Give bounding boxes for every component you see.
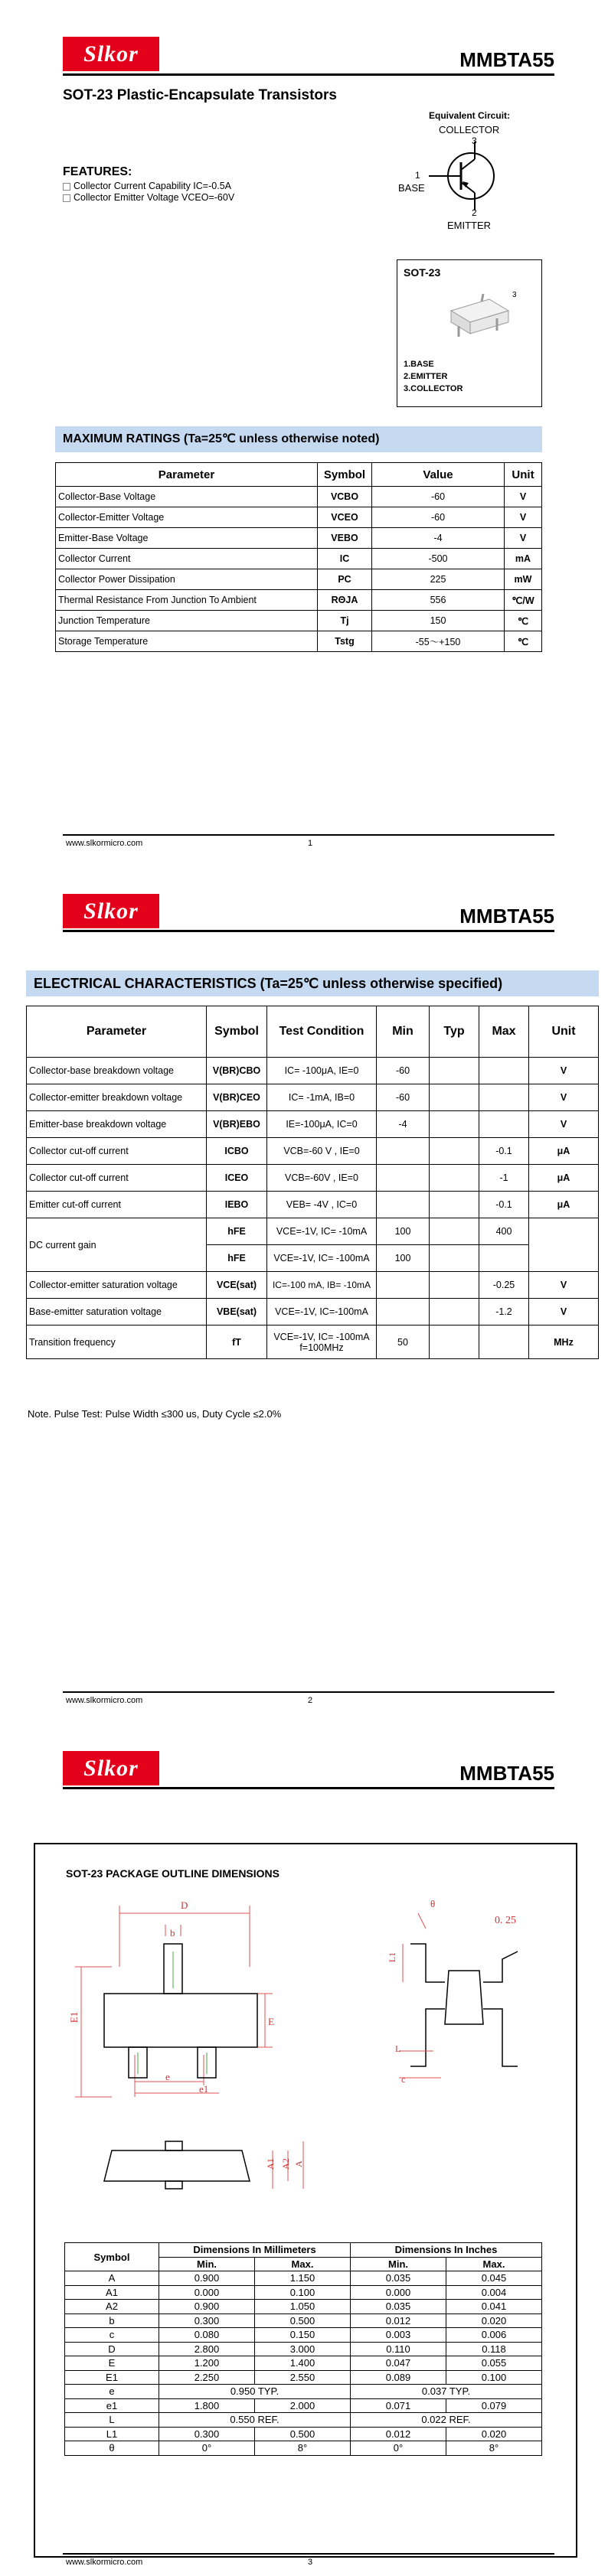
max-cell <box>479 1325 529 1359</box>
symbol-cell: Tj <box>318 611 372 631</box>
table-row: D 2.800 3.000 0.110 0.118 <box>65 2342 542 2356</box>
condition-cell: VEB= -4V , IC=0 <box>267 1192 377 1218</box>
table-row: L1 0.300 0.500 0.012 0.020 <box>65 2427 542 2441</box>
table-row <box>27 1192 599 1218</box>
symbol-cell: RΘJA <box>318 590 372 611</box>
symbol-cell: Tstg <box>318 631 372 652</box>
column-header: Typ <box>430 1006 479 1058</box>
table-row: E 1.200 1.400 0.047 0.055 <box>65 2356 542 2371</box>
dim-label-e: e <box>165 2071 170 2082</box>
page-subtitle: SOT-23 Plastic-Encapsulate Transistors <box>63 87 337 103</box>
param-cell: Junction Temperature <box>56 611 318 631</box>
column-header: Symbol <box>65 2243 159 2271</box>
table-row <box>27 1218 599 1245</box>
column-header: Unit <box>505 463 542 487</box>
column-header: Symbol <box>318 463 372 487</box>
column-header: Dimensions In Millimeters <box>159 2243 351 2258</box>
column-header: Min. <box>351 2257 446 2271</box>
dim-label-L: L <box>395 2043 401 2054</box>
column-header: Parameter <box>27 1006 207 1058</box>
footer-url[interactable]: www.slkormicro.com <box>66 1696 143 1705</box>
table-row <box>56 569 542 590</box>
typ-cell <box>430 1111 479 1138</box>
unit-cell: mW <box>505 569 542 590</box>
unit-cell: μA <box>529 1138 599 1165</box>
dim-label-E: E <box>268 2016 274 2027</box>
side-view-drawing <box>395 1898 533 2112</box>
top-view-drawing <box>66 1890 387 2112</box>
param-cell: Thermal Resistance From Junction To Ambient <box>56 590 318 611</box>
page-number: 3 <box>308 2558 313 2567</box>
table-row: A 0.900 1.150 0.035 0.045 <box>65 2271 542 2286</box>
front-view-drawing <box>96 2128 342 2196</box>
base-pin: 1 <box>415 170 420 181</box>
table-row: b 0.300 0.500 0.012 0.020 <box>65 2314 542 2328</box>
table-row <box>56 487 542 507</box>
collector-pin: 3 <box>472 135 477 146</box>
param-cell: Storage Temperature <box>56 631 318 652</box>
collector-label: COLLECTOR <box>439 124 500 135</box>
dim-label-e1: e1 <box>199 2083 209 2095</box>
column-header: Parameter <box>56 463 318 487</box>
symbol-cell: PC <box>318 569 372 590</box>
symbol-cell: VCE(sat) <box>207 1272 267 1299</box>
value-cell: 225 <box>372 569 505 590</box>
max-cell <box>479 1058 529 1084</box>
emitter-label: EMITTER <box>447 220 492 231</box>
unit-cell: V <box>529 1084 599 1111</box>
symbol-cell: VBE(sat) <box>207 1299 267 1325</box>
max-ratings-table <box>55 462 542 652</box>
min-cell <box>377 1299 430 1325</box>
unit-cell: MHz <box>529 1325 599 1359</box>
unit-cell: V <box>505 528 542 549</box>
table-row <box>27 1084 599 1111</box>
package-box <box>397 259 542 407</box>
param-cell: Collector cut-off current <box>27 1138 207 1165</box>
column-header: Dimensions In Inches <box>351 2243 542 2258</box>
page-number: 1 <box>308 839 313 848</box>
value-cell: -4 <box>372 528 505 549</box>
pin-base: 1.BASE <box>404 360 434 369</box>
param-cell: Emitter-Base Voltage <box>56 528 318 549</box>
max-cell: -1.2 <box>479 1299 529 1325</box>
column-header: Max. <box>446 2257 542 2271</box>
package-pin-label: 3 <box>512 291 517 299</box>
param-cell: Collector-base breakdown voltage <box>27 1058 207 1084</box>
package-title: SOT-23 <box>404 266 441 279</box>
value-cell: -60 <box>372 487 505 507</box>
table-row <box>27 1058 599 1084</box>
dim-label-c: c <box>401 2074 406 2085</box>
electrical-characteristics-table <box>26 1006 599 1359</box>
table-row <box>27 1299 599 1325</box>
symbol-cell: ICBO <box>207 1138 267 1165</box>
max-cell: -0.1 <box>479 1138 529 1165</box>
footer-rule <box>63 1691 554 1693</box>
table-row <box>56 590 542 611</box>
feature-item: Collector Current Capability IC=-0.5A <box>63 181 234 192</box>
min-cell: -60 <box>377 1058 430 1084</box>
condition-cell: VCB=-60 V , IE=0 <box>267 1138 377 1165</box>
dim-label-theta: θ <box>430 1898 436 1909</box>
typ-cell <box>430 1084 479 1111</box>
param-cell: Transition frequency <box>27 1325 207 1359</box>
min-cell <box>377 1138 430 1165</box>
column-header: Unit <box>529 1006 599 1058</box>
value-cell: -55～+150 <box>372 631 505 652</box>
table-row <box>56 528 542 549</box>
column-header: Value <box>372 463 505 487</box>
part-number-title: MMBTA55 <box>459 905 554 928</box>
condition-cell: VCE=-1V, IC=-100mA <box>267 1299 377 1325</box>
page-number: 2 <box>308 1696 313 1705</box>
dim-label-E1: E1 <box>68 2011 80 2023</box>
table-row: e1 1.800 2.000 0.071 0.079 <box>65 2398 542 2413</box>
table-row: L 0.550 REF. 0.022 REF. <box>65 2413 542 2428</box>
dim-label-A1: A1 <box>264 2158 276 2170</box>
max-cell: 400 <box>479 1218 529 1245</box>
column-header: Max. <box>255 2257 351 2271</box>
min-cell: 50 <box>377 1325 430 1359</box>
header-rule <box>63 930 554 932</box>
header-rule <box>63 1787 554 1789</box>
condition-cell: VCE=-1V, IC= -100mA <box>267 1245 377 1272</box>
table-row <box>27 1111 599 1138</box>
outline-title: SOT-23 PACKAGE OUTLINE DIMENSIONS <box>66 1867 279 1880</box>
unit-cell: V <box>505 487 542 507</box>
table-row: e 0.950 TYP. 0.037 TYP. <box>65 2385 542 2399</box>
unit-cell: V <box>529 1058 599 1084</box>
electrical-characteristics-title: ELECTRICAL CHARACTERISTICS (Ta=25℃ unless otherwise specified) <box>26 970 599 996</box>
symbol-cell: VEBO <box>318 528 372 549</box>
param-cell: Emitter-base breakdown voltage <box>27 1111 207 1138</box>
slkor-logo: Slkor <box>63 37 159 71</box>
dim-label-A2: A2 <box>279 2158 291 2170</box>
sot23-package-icon <box>436 288 520 341</box>
condition-cell: VCE=-1V, IC= -100mA f=100MHz <box>267 1325 377 1359</box>
min-cell <box>377 1192 430 1218</box>
typ-cell <box>430 1299 479 1325</box>
pin-emitter: 2.EMITTER <box>404 372 448 381</box>
min-cell: -60 <box>377 1084 430 1111</box>
dim-label-D: D <box>181 1899 188 1911</box>
param-cell: Collector Current <box>56 549 318 569</box>
unit-cell: ℃/W <box>505 590 542 611</box>
base-label: BASE <box>398 182 425 194</box>
table-row <box>27 1138 599 1165</box>
condition-cell: IC= -100μA, IE=0 <box>267 1058 377 1084</box>
table-row <box>56 611 542 631</box>
page-1 <box>0 0 608 859</box>
column-header: Min. <box>159 2257 255 2271</box>
table-row <box>56 507 542 528</box>
unit-cell: V <box>529 1272 599 1299</box>
max-cell: -0.25 <box>479 1272 529 1299</box>
unit-cell: ℃ <box>505 611 542 631</box>
table-row: E1 2.250 2.550 0.089 0.100 <box>65 2370 542 2385</box>
symbol-cell: VCEO <box>318 507 372 528</box>
table-row <box>27 1272 599 1299</box>
param-cell: Emitter cut-off current <box>27 1192 207 1218</box>
table-row <box>56 549 542 569</box>
typ-cell <box>430 1058 479 1084</box>
condition-cell: VCB=-60V , IE=0 <box>267 1165 377 1192</box>
min-cell: 100 <box>377 1218 430 1245</box>
typ-cell <box>430 1325 479 1359</box>
symbol-cell: hFE <box>207 1218 267 1245</box>
param-cell: Collector-Emitter Voltage <box>56 507 318 528</box>
min-cell: -4 <box>377 1111 430 1138</box>
min-cell <box>377 1165 430 1192</box>
equivalent-circuit-title: Equivalent Circuit: <box>429 110 511 121</box>
package-pin-list <box>404 358 463 395</box>
symbol-cell: V(BR)EBO <box>207 1111 267 1138</box>
symbol-cell: IEBO <box>207 1192 267 1218</box>
min-cell: 100 <box>377 1245 430 1272</box>
symbol-cell: V(BR)CBO <box>207 1058 267 1084</box>
dim-label-A: A <box>293 2160 304 2167</box>
param-cell: Collector-emitter saturation voltage <box>27 1272 207 1299</box>
column-header: Test Condition <box>267 1006 377 1058</box>
unit-cell: V <box>529 1111 599 1138</box>
table-row: A2 0.900 1.050 0.035 0.041 <box>65 2300 542 2314</box>
max-cell <box>479 1245 529 1272</box>
symbol-cell: V(BR)CEO <box>207 1084 267 1111</box>
typ-cell <box>430 1165 479 1192</box>
unit-cell: V <box>505 507 542 528</box>
param-cell: Collector Power Dissipation <box>56 569 318 590</box>
unit-cell: mA <box>505 549 542 569</box>
param-cell: DC current gain <box>27 1218 207 1272</box>
unit-cell: V <box>529 1299 599 1325</box>
value-cell: -500 <box>372 549 505 569</box>
unit-cell <box>529 1218 599 1272</box>
footer-rule <box>63 2553 554 2555</box>
value-cell: 556 <box>372 590 505 611</box>
typ-cell <box>430 1245 479 1272</box>
pulse-test-note: Note. Pulse Test: Pulse Width ≤300 us, Duty Cycle ≤2.0% <box>28 1408 282 1420</box>
table-row: A1 0.000 0.100 0.000 0.004 <box>65 2285 542 2300</box>
table-header-row <box>56 463 542 487</box>
table-row <box>56 631 542 652</box>
param-cell: Collector cut-off current <box>27 1165 207 1192</box>
param-cell: Base-emitter saturation voltage <box>27 1299 207 1325</box>
features-title: FEATURES: <box>63 165 132 178</box>
condition-cell: IC= -1mA, IB=0 <box>267 1084 377 1111</box>
max-cell: -1 <box>479 1165 529 1192</box>
max-cell: -0.1 <box>479 1192 529 1218</box>
value-cell: 150 <box>372 611 505 631</box>
bullet-icon <box>63 183 70 191</box>
typ-cell <box>430 1272 479 1299</box>
footer-url[interactable]: www.slkormicro.com <box>66 2558 143 2567</box>
table-header-row <box>27 1006 599 1058</box>
condition-cell: VCE=-1V, IC= -10mA <box>267 1218 377 1245</box>
typ-cell <box>430 1138 479 1165</box>
param-cell: Collector-Base Voltage <box>56 487 318 507</box>
dim-label-b: b <box>170 1927 175 1939</box>
condition-cell: IC=-100 mA, IB= -10mA <box>267 1272 377 1299</box>
symbol-cell: fT <box>207 1325 267 1359</box>
feature-item: Collector Emitter Voltage VCEO=-60V <box>63 192 234 204</box>
max-cell <box>479 1111 529 1138</box>
pin-collector: 3.COLLECTOR <box>404 384 463 393</box>
unit-cell: μA <box>529 1165 599 1192</box>
max-ratings-title: MAXIMUM RATINGS (Ta=25℃ unless otherwise noted) <box>55 426 542 452</box>
page-2 <box>0 859 608 1717</box>
part-number-title: MMBTA55 <box>459 1762 554 1785</box>
footer-url[interactable]: www.slkormicro.com <box>66 839 143 848</box>
slkor-logo: Slkor <box>63 1751 159 1785</box>
value-cell: -60 <box>372 507 505 528</box>
unit-cell: μA <box>529 1192 599 1218</box>
outline-frame <box>34 1843 577 2558</box>
table-row: θ 0° 8° 0° 8° <box>65 2441 542 2456</box>
symbol-cell: ICEO <box>207 1165 267 1192</box>
symbol-cell: VCBO <box>318 487 372 507</box>
symbol-cell: IC <box>318 549 372 569</box>
table-header-row <box>65 2243 542 2258</box>
condition-cell: IE=-100μA, IC=0 <box>267 1111 377 1138</box>
symbol-cell: hFE <box>207 1245 267 1272</box>
dim-label-gauge: 0. 25 <box>495 1915 516 1926</box>
bullet-icon <box>63 194 70 202</box>
typ-cell <box>430 1192 479 1218</box>
header-rule <box>63 73 554 76</box>
param-cell: Collector-emitter breakdown voltage <box>27 1084 207 1111</box>
part-number-title: MMBTA55 <box>459 48 554 71</box>
emitter-pin: 2 <box>472 207 477 218</box>
column-header: Max <box>479 1006 529 1058</box>
features-list <box>63 181 234 204</box>
min-cell <box>377 1272 430 1299</box>
dimensions-table <box>64 2242 542 2456</box>
slkor-logo: Slkor <box>63 894 159 928</box>
footer-rule <box>63 834 554 836</box>
column-header: Symbol <box>207 1006 267 1058</box>
page-3 <box>0 1717 608 2576</box>
unit-cell: ℃ <box>505 631 542 652</box>
table-row <box>27 1165 599 1192</box>
typ-cell <box>430 1218 479 1245</box>
max-cell <box>479 1084 529 1111</box>
table-row: c 0.080 0.150 0.003 0.006 <box>65 2328 542 2343</box>
dim-label-L1: L1 <box>387 1952 398 1963</box>
column-header: Min <box>377 1006 430 1058</box>
pnp-transistor-symbol-icon <box>414 138 498 214</box>
table-row <box>27 1325 599 1359</box>
